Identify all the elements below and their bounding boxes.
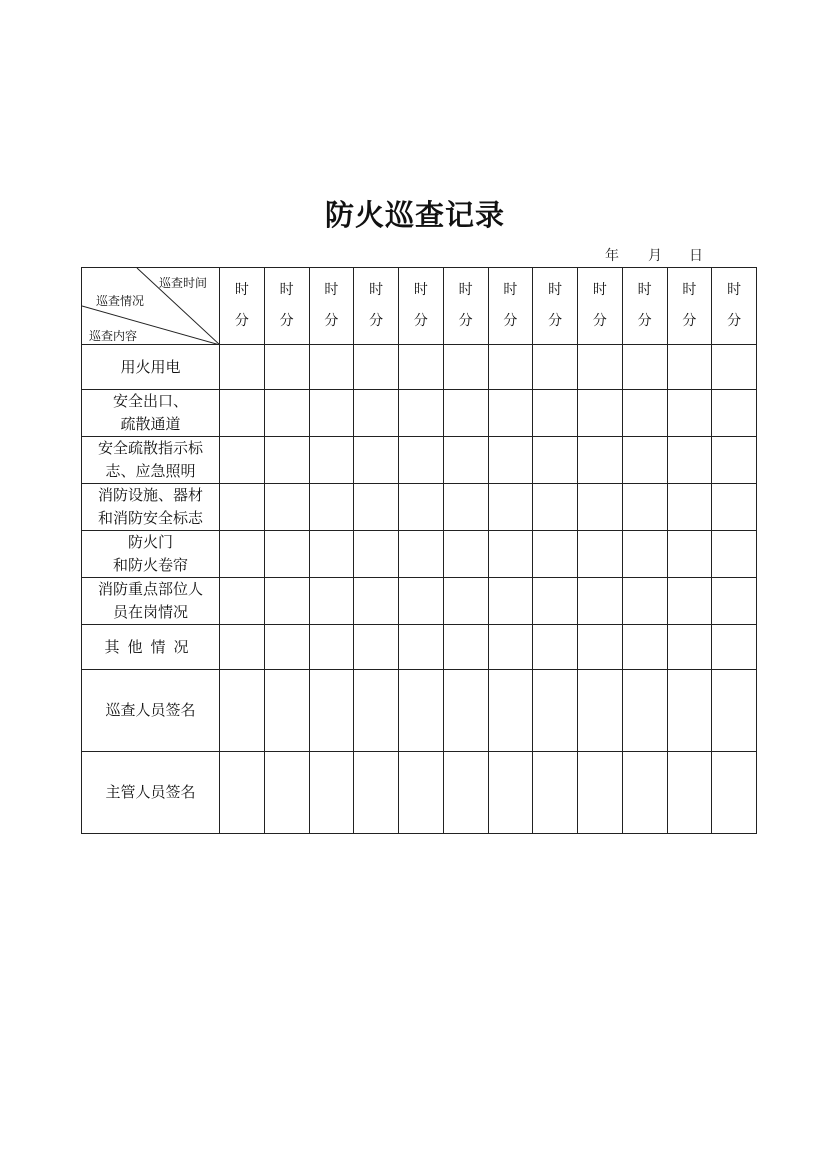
table-row — [82, 345, 757, 390]
entry-cell[interactable] — [578, 625, 623, 670]
minute-label: 分 — [324, 313, 339, 329]
entry-cell[interactable] — [488, 578, 533, 625]
entry-cell[interactable] — [488, 484, 533, 531]
entry-cell[interactable] — [220, 345, 265, 390]
table-header-row — [82, 268, 757, 345]
entry-cell[interactable] — [354, 752, 399, 834]
entry-cell[interactable] — [667, 578, 712, 625]
hour-label: 时 — [234, 282, 249, 298]
entry-cell[interactable] — [399, 670, 444, 752]
entry-cell[interactable] — [264, 390, 309, 437]
entry-cell[interactable] — [533, 578, 578, 625]
entry-cell[interactable] — [578, 531, 623, 578]
minute-label: 分 — [413, 313, 428, 329]
time-header-cell[interactable] — [488, 268, 533, 345]
row-label-cell — [82, 345, 220, 390]
row-label-line: 志、应急照明 — [105, 462, 196, 480]
entry-cell[interactable] — [309, 670, 354, 752]
entry-cell[interactable] — [488, 625, 533, 670]
hour-label: 时 — [324, 282, 339, 298]
diagonal-label-status: 巡查情况 — [96, 294, 145, 308]
row-label-line: 消防设施、器材 — [97, 486, 203, 504]
table-row — [82, 437, 757, 484]
entry-cell[interactable] — [578, 752, 623, 834]
entry-cell[interactable] — [399, 345, 444, 390]
entry-cell[interactable] — [354, 531, 399, 578]
entry-cell[interactable] — [309, 390, 354, 437]
entry-cell[interactable] — [220, 752, 265, 834]
time-header-cell[interactable] — [399, 268, 444, 345]
entry-cell[interactable] — [220, 437, 265, 484]
entry-cell[interactable] — [309, 752, 354, 834]
hour-label: 时 — [413, 282, 428, 298]
entry-cell[interactable] — [578, 437, 623, 484]
entry-cell[interactable] — [399, 578, 444, 625]
row-label-line: 用火用电 — [120, 357, 181, 376]
entry-cell[interactable] — [622, 484, 667, 531]
hour-label: 时 — [503, 282, 518, 298]
entry-cell[interactable] — [309, 578, 354, 625]
minute-label: 分 — [279, 313, 294, 329]
diagonal-label-content: 巡查内容 — [89, 329, 138, 343]
entry-cell[interactable] — [399, 752, 444, 834]
entry-cell[interactable] — [309, 531, 354, 578]
entry-cell[interactable] — [667, 752, 712, 834]
entry-cell[interactable] — [578, 578, 623, 625]
entry-cell[interactable] — [712, 345, 757, 390]
entry-cell[interactable] — [488, 437, 533, 484]
entry-cell[interactable] — [399, 625, 444, 670]
entry-cell[interactable] — [533, 390, 578, 437]
entry-cell[interactable] — [443, 484, 488, 531]
entry-cell[interactable] — [622, 670, 667, 752]
entry-cell[interactable] — [309, 484, 354, 531]
hour-label: 时 — [592, 282, 607, 298]
entry-cell[interactable] — [622, 345, 667, 390]
entry-cell[interactable] — [667, 484, 712, 531]
row-label-cell — [82, 670, 220, 752]
entry-cell[interactable] — [578, 390, 623, 437]
entry-cell[interactable] — [622, 437, 667, 484]
entry-cell[interactable] — [622, 390, 667, 437]
row-label-line: 巡查人员签名 — [105, 701, 196, 719]
entry-cell[interactable] — [712, 531, 757, 578]
entry-cell[interactable] — [667, 531, 712, 578]
row-label-cell — [82, 752, 220, 834]
entry-cell[interactable] — [443, 437, 488, 484]
entry-cell[interactable] — [667, 670, 712, 752]
date-month-label: 月 — [648, 248, 662, 264]
hour-label: 时 — [682, 282, 697, 298]
hour-label: 时 — [548, 282, 563, 298]
row-label-line: 疏散通道 — [120, 415, 181, 433]
minute-label: 分 — [458, 313, 473, 329]
entry-cell[interactable] — [354, 484, 399, 531]
entry-cell[interactable] — [264, 437, 309, 484]
time-header-cell[interactable] — [712, 268, 757, 345]
row-label-cell — [82, 625, 220, 670]
entry-cell[interactable] — [443, 390, 488, 437]
entry-cell[interactable] — [443, 625, 488, 670]
entry-cell[interactable] — [264, 625, 309, 670]
table-row — [82, 531, 757, 578]
minute-label: 分 — [234, 313, 249, 329]
minute-label: 分 — [682, 313, 697, 329]
entry-cell[interactable] — [533, 625, 578, 670]
entry-cell[interactable] — [354, 670, 399, 752]
time-header-cell[interactable] — [622, 268, 667, 345]
entry-cell[interactable] — [488, 531, 533, 578]
time-header-cell[interactable] — [309, 268, 354, 345]
entry-cell[interactable] — [622, 752, 667, 834]
patrol-record-table — [81, 267, 757, 834]
entry-cell[interactable] — [309, 437, 354, 484]
entry-cell[interactable] — [488, 752, 533, 834]
entry-cell[interactable] — [354, 578, 399, 625]
entry-cell[interactable] — [354, 625, 399, 670]
entry-cell[interactable] — [354, 437, 399, 484]
entry-cell[interactable] — [354, 345, 399, 390]
row-label-line: 和消防安全标志 — [97, 509, 203, 527]
minute-label: 分 — [548, 313, 563, 329]
diagonal-header-cell — [82, 268, 220, 345]
entry-cell[interactable] — [443, 670, 488, 752]
entry-cell[interactable] — [443, 345, 488, 390]
entry-cell[interactable] — [488, 390, 533, 437]
entry-cell[interactable] — [354, 390, 399, 437]
date-year-label: 年 — [605, 248, 619, 264]
diagonal-label-time: 巡查时间 — [158, 276, 207, 290]
row-label-line: 员在岗情况 — [112, 603, 188, 621]
entry-cell[interactable] — [399, 390, 444, 437]
entry-cell[interactable] — [712, 437, 757, 484]
minute-label: 分 — [727, 313, 742, 329]
row-label-line: 防火门 — [127, 533, 173, 551]
row-label-cell — [82, 437, 220, 484]
entry-cell[interactable] — [264, 484, 309, 531]
time-header-cell[interactable] — [443, 268, 488, 345]
entry-cell[interactable] — [264, 578, 309, 625]
entry-cell[interactable] — [533, 531, 578, 578]
entry-cell[interactable] — [220, 625, 265, 670]
entry-cell[interactable] — [712, 625, 757, 670]
minute-label: 分 — [369, 313, 384, 329]
entry-cell[interactable] — [712, 484, 757, 531]
row-label-line: 主管人员签名 — [105, 783, 196, 801]
entry-cell[interactable] — [667, 437, 712, 484]
table-row — [82, 625, 757, 670]
minute-label: 分 — [592, 313, 607, 329]
row-label-cell — [82, 578, 220, 625]
row-label-cell — [82, 390, 220, 437]
date-day-label: 日 — [689, 248, 703, 264]
time-header-cell[interactable] — [264, 268, 309, 345]
row-label-line: 消防重点部位人 — [97, 580, 203, 598]
page-title: 防火巡查记录 — [324, 198, 505, 232]
entry-cell[interactable] — [488, 345, 533, 390]
entry-cell[interactable] — [712, 578, 757, 625]
hour-label: 时 — [637, 282, 652, 298]
entry-cell[interactable] — [309, 345, 354, 390]
entry-cell[interactable] — [309, 625, 354, 670]
entry-cell[interactable] — [399, 484, 444, 531]
entry-cell[interactable] — [220, 390, 265, 437]
entry-cell[interactable] — [622, 531, 667, 578]
entry-cell[interactable] — [220, 578, 265, 625]
time-header-cell[interactable] — [220, 268, 265, 345]
time-header-cell[interactable] — [533, 268, 578, 345]
entry-cell[interactable] — [712, 670, 757, 752]
hour-label: 时 — [458, 282, 473, 298]
entry-cell[interactable] — [712, 390, 757, 437]
entry-cell[interactable] — [712, 752, 757, 834]
entry-cell[interactable] — [488, 670, 533, 752]
table-row — [82, 390, 757, 437]
hour-label: 时 — [279, 282, 294, 298]
time-header-cell[interactable] — [667, 268, 712, 345]
entry-cell[interactable] — [667, 345, 712, 390]
row-label-line: 安全出口、 — [112, 392, 188, 410]
hour-label: 时 — [369, 282, 384, 298]
entry-cell[interactable] — [533, 752, 578, 834]
entry-cell[interactable] — [667, 625, 712, 670]
time-header-cell[interactable] — [354, 268, 399, 345]
entry-cell[interactable] — [533, 484, 578, 531]
entry-cell[interactable] — [578, 484, 623, 531]
minute-label: 分 — [637, 313, 652, 329]
table-row — [82, 578, 757, 625]
table-row — [82, 484, 757, 531]
row-label-cell — [82, 531, 220, 578]
hour-label: 时 — [727, 282, 742, 298]
entry-cell[interactable] — [399, 531, 444, 578]
entry-cell[interactable] — [443, 752, 488, 834]
entry-cell[interactable] — [533, 437, 578, 484]
entry-cell[interactable] — [667, 390, 712, 437]
row-label-line: 安全疏散指示标 — [97, 439, 203, 457]
entry-cell[interactable] — [443, 531, 488, 578]
minute-label: 分 — [503, 313, 518, 329]
row-label-cell — [82, 484, 220, 531]
entry-cell[interactable] — [220, 531, 265, 578]
entry-cell[interactable] — [578, 670, 623, 752]
entry-cell[interactable] — [264, 531, 309, 578]
entry-cell[interactable] — [264, 752, 309, 834]
entry-cell[interactable] — [443, 578, 488, 625]
entry-cell[interactable] — [622, 625, 667, 670]
time-header-cell[interactable] — [578, 268, 623, 345]
table-row — [82, 670, 757, 752]
entry-cell[interactable] — [264, 345, 309, 390]
entry-cell[interactable] — [533, 670, 578, 752]
row-label-line: 和防火卷帘 — [112, 556, 188, 574]
entry-cell[interactable] — [399, 437, 444, 484]
entry-cell[interactable] — [533, 345, 578, 390]
entry-cell[interactable] — [220, 484, 265, 531]
entry-cell[interactable] — [622, 578, 667, 625]
table-row — [82, 752, 757, 834]
row-label-line: 其他情况 — [104, 637, 197, 656]
entry-cell[interactable] — [578, 345, 623, 390]
entry-cell[interactable] — [264, 670, 309, 752]
entry-cell[interactable] — [220, 670, 265, 752]
